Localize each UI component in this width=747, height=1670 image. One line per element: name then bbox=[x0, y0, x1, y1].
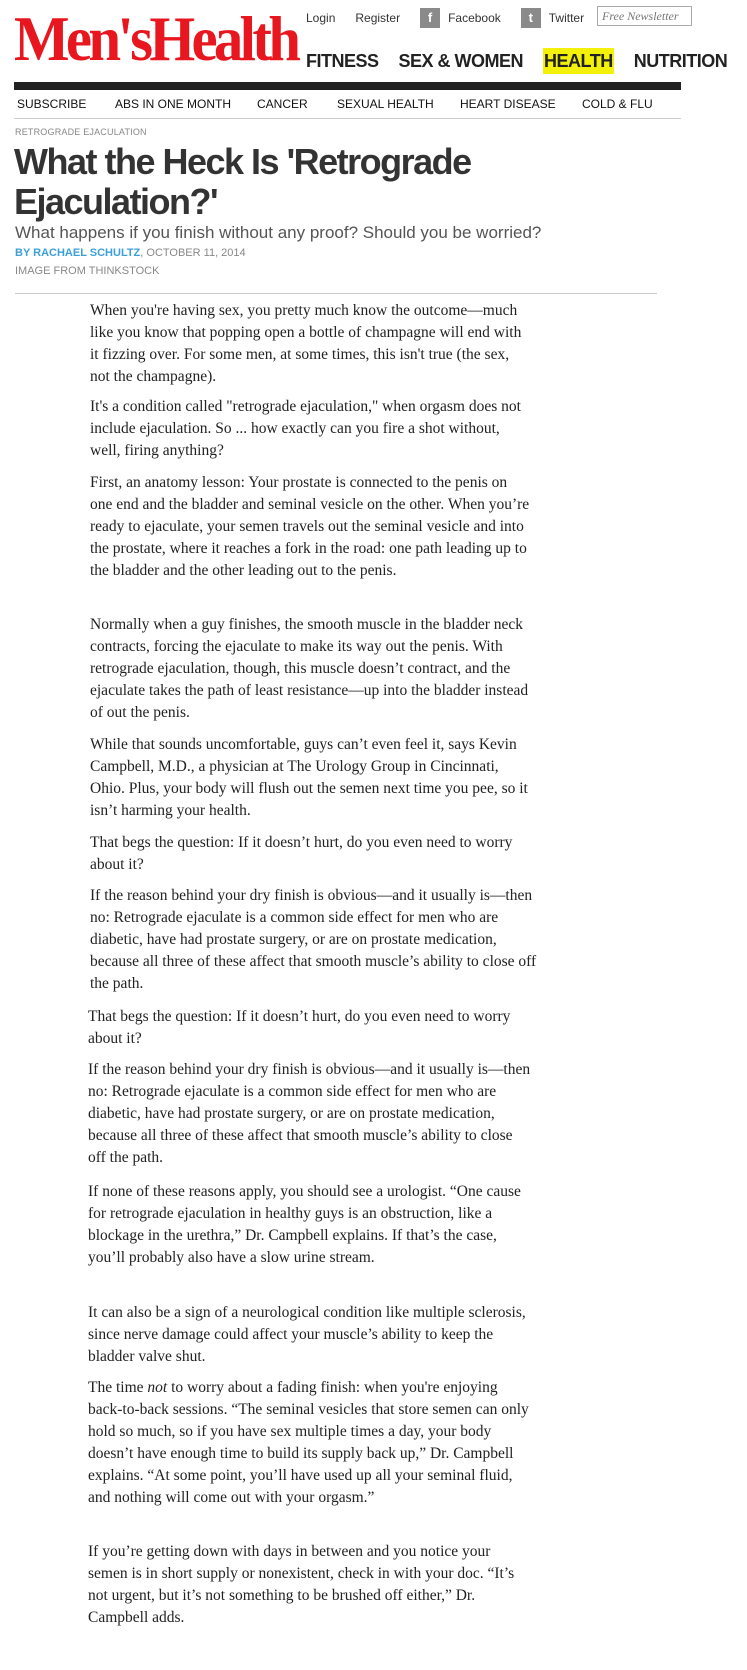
paragraph: If the reason behind your dry finish is obvious—and it usually is—then no: Retrograde ejaculate is a common side effect for men who are diabetic, have had prostate surgery, or are on prostate medication, because all three of these affect that smooth muscle’s ability to close off the path. bbox=[90, 887, 537, 992]
paragraph: It can also be a sign of a neurological condition like multiple sclerosis, since nerve damage could affect your muscle’s ability to keep the bladder valve shut. bbox=[88, 1304, 526, 1365]
breadcrumb[interactable]: RETROGRADE EJACULATION bbox=[15, 127, 147, 137]
nav-nutrition[interactable]: NUTRITION bbox=[633, 51, 728, 71]
register-link[interactable]: Register bbox=[355, 11, 401, 25]
header-divider bbox=[15, 293, 657, 294]
image-credit: IMAGE FROM THINKSTOCK bbox=[15, 265, 160, 277]
subnav-cold-flu[interactable]: COLD & FLU bbox=[582, 97, 653, 111]
subnav-cancer[interactable]: CANCER bbox=[257, 97, 308, 111]
facebook-link[interactable]: Facebook bbox=[448, 11, 501, 25]
subnav-abs[interactable]: ABS IN ONE MONTH bbox=[115, 97, 232, 111]
paragraph-text: The time bbox=[88, 1379, 148, 1396]
paragraph: If you’re getting down with days in between and you notice your semen is in short supply or nonexistent, check in with your doc. “It’s not urgent, but it’s not something to be brushed off either,” Dr. Campbell adds. bbox=[88, 1543, 515, 1626]
byline bbox=[15, 247, 246, 259]
sub-nav bbox=[14, 90, 681, 119]
paragraph: It's a condition called "retrograde ejaculation," when orgasm does not include ejaculation. So ... how exactly can you fire a shot without, well, firing anything? bbox=[90, 398, 521, 459]
paragraph: While that sounds uncomfortable, guys can’t even feel it, says Kevin Campbell, M.D., a physician at The Urology Group in Cincinnati, Ohio. Plus, your body will flush out the semen next time you pee, so it isn’t harming your health. bbox=[90, 736, 528, 819]
paragraph bbox=[88, 1377, 533, 1509]
main-nav bbox=[306, 48, 747, 74]
author-link[interactable]: BY RACHAEL SCHULTZ bbox=[15, 247, 141, 259]
twitter-icon[interactable]: t bbox=[521, 8, 541, 28]
emphasis-text: not bbox=[147, 1379, 168, 1396]
paragraph: When you're having sex, you pretty much know the outcome—much like you know that popping open a bottle of champagne will end with it fizzing over. For some men, at some times, this isn't true (the sex, not the champagne). bbox=[90, 302, 522, 385]
paragraph: That begs the question: If it doesn’t hurt, do you even need to worry about it? bbox=[90, 834, 513, 873]
newsletter-input[interactable] bbox=[597, 6, 692, 26]
nav-divider-bar bbox=[14, 82, 681, 90]
publish-date: , OCTOBER 11, 2014 bbox=[140, 247, 246, 259]
mens-health-logo[interactable]: Men'sHealth bbox=[14, 3, 298, 74]
paragraph: If none of these reasons apply, you should see a urologist. “One cause for retrograde ejaculation in healthy guys is an obstruction, like a blockage in the urethra,” Dr. Campbell explains. If that’s the case, you’ll probably also have a slow urine stream. bbox=[88, 1183, 521, 1266]
paragraph: Normally when a guy finishes, the smooth muscle in the bladder neck contracts, forcing the ejaculate to make its way out the penis. With retrograde ejaculation, though, this muscle doesn’t contract, and the ejaculate takes the path of least resistance—up into the bladder instead of out the penis. bbox=[90, 616, 529, 721]
paragraph-text: to worry about a fading finish: when you're enjoying back-to-back sessions. “The seminal vesicles that store semen can only hold so much, so if you have sex multiple times a day, your body doesn’t have enough time to build its supply back up,” Dr. Campbell explains. “At some point, you’ll have used up all your seminal fluid, and nothing will come out with your orgasm.” bbox=[88, 1379, 529, 1506]
login-link[interactable]: Login bbox=[306, 11, 336, 25]
article-subtitle: What happens if you finish without any proof? Should you be worried? bbox=[15, 223, 542, 242]
subnav-heart-disease[interactable]: HEART DISEASE bbox=[460, 97, 556, 111]
article-title: What the Heck Is 'Retrograde Ejaculation?' bbox=[14, 141, 471, 222]
subnav-sexual-health[interactable]: SEXUAL HEALTH bbox=[337, 97, 434, 111]
top-links bbox=[306, 8, 584, 28]
nav-sex-women[interactable]: SEX & WOMEN bbox=[398, 51, 524, 71]
nav-health[interactable]: HEALTH bbox=[543, 48, 614, 74]
subnav-subscribe[interactable]: SUBSCRIBE bbox=[17, 97, 87, 111]
paragraph: That begs the question: If it doesn’t hurt, do you even need to worry about it? bbox=[88, 1008, 511, 1047]
paragraph: If the reason behind your dry finish is obvious—and it usually is—then no: Retrograde ejaculate is a common side effect for men who are diabetic, have had prostate surgery, or are on prostate medication, because all three of these affect that smooth muscle’s ability to close off the path. bbox=[88, 1061, 531, 1166]
twitter-link[interactable]: Twitter bbox=[548, 11, 585, 25]
nav-fitness[interactable]: FITNESS bbox=[306, 51, 379, 71]
paragraph: First, an anatomy lesson: Your prostate is connected to the penis on one end and the bladder and seminal vesicle on the other. When you’re ready to ejaculate, your semen travels out the seminal vesicle and into the prostate, where it reaches a fork in the road: one path leading up to the bladder and the other leading out to the penis. bbox=[90, 474, 530, 579]
facebook-icon[interactable]: f bbox=[420, 8, 440, 28]
